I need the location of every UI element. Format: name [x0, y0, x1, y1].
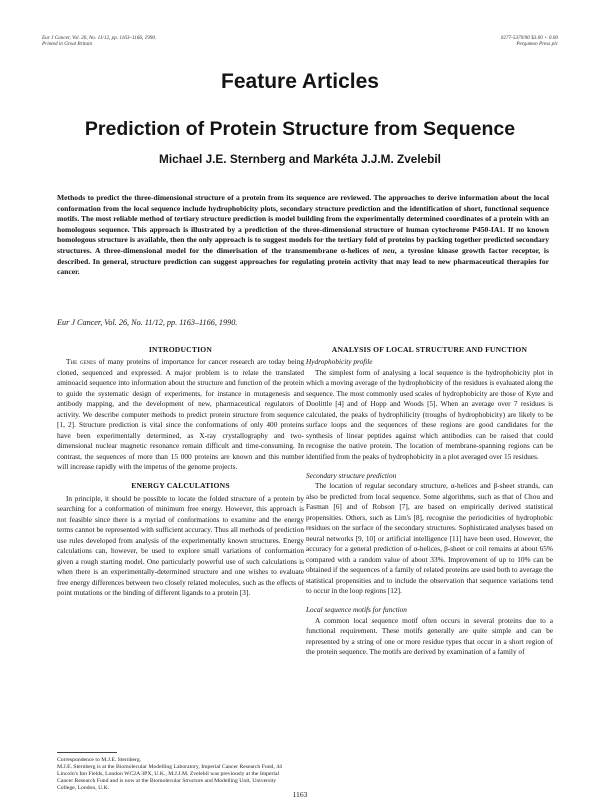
secondary-structure-paragraph: The location of regular secondary structure, α-helices and β-sheet strands, can also be predicted from local sequence. Some algorithms, such as that of Chou and Fasman [6] and of Robson [7], are based on empirically derived statistical propensities. Others, such as Lim's [8], recognise the periodicities of hydrophobic residues on the surface of the secondary structures. Sophisticated analyses based on neural networks [9, 10] or artificial intelligence [11] have been used. However, the accuracy for a general prediction of α-helices, β-sheet or coil remains at about 65% compared with a random value of about 33%. Improvement of up to 10% can be obtained if the sequences of a family of related proteins are used both to average the statistical propensities and to include the observation that sequence variations tend to occur in the loop regions [12]. — [306, 481, 553, 595]
abstract-text: , a tyrosine kinase growth factor receptor, is described. In general, structure prediction can suggest approaches for regulating protein activity that may lead to new pharmaceutical therapies for cancer. — [57, 245, 549, 277]
journal-header-left-line: Printed in Great Britain — [42, 41, 93, 48]
section-heading: Feature Articles — [221, 70, 379, 93]
hydrophobicity-subheading: Hydrophobicity profile — [306, 357, 373, 367]
energy-paragraph: In principle, it should be possible to locate the folded structure of a protein by searching for a conformation of minimum free energy. However, this approach is not feasible since there is a myriad of conformations to examine and the energy terms cannot be represented with sufficient accuracy. Thus all methods of prediction use rules developed from analysis of the experimentally known structures. Energy calculations can, however, be used to explore small variations of conformation given a rough starting model. One particularly powerful use of such calculations is when there is an experimentally-determined structure and one wishes to evaluate free energy differences between two closely related molecules, such as the effects of point mutations or the binding of different ligands to a protein [3]. — [57, 493, 304, 597]
abstract-text: Methods to predict the three-dimensional structure of a protein from its sequence are reviewed. The approaches to derive information about the local conformation from the local sequence include hydrophobicity plots, secondary structure prediction and the identification of short, functional sequence motifs. The most reliable method of tertiary structure prediction is model building from the experimentally determined coordinates of a protein with an homologous sequence. This approach is illustrated by a prediction of the three-dimensional structure of human cytochrome P450-IA1. If no known homologous structure is available, then the only approach is to suggest models for the tertiary fold of proteins by packing together predicted secondary structures. A three-dimensional model for the dimerisation of the transmembrane α-helices of — [57, 193, 549, 255]
abstract-gene-name: neu — [382, 245, 395, 255]
intro-text: of many proteins of importance for cancer research are today being cloned, sequenced and expressed. A major problem is to relate the translated aminoacid sequence into information about the structure and function of the protein to guide the systematic design of experiments, for instance in mutagenesis and antibody mapping, and the development of new, pharmaceutical regulators of activity. We describe computer methods to predict protein structure from sequence [1, 2]. Structure prediction is vital since the conformations of only 400 proteins have been experimentally determined, as X-ray crystallography and two-dimensional nuclear magnetic resonance remain difficult and time-consuming. In contrast, the sequences of more than 15 000 proteins are known and this number will increase rapidly with the impetus of the genome projects. — [57, 357, 304, 471]
local-structure-heading: ANALYSIS OF LOCAL STRUCTURE AND FUNCTION — [331, 345, 528, 354]
citation: Eur J Cancer, Vol. 26, No. 11/12, pp. 1163–1166, 1990. — [57, 318, 238, 327]
abstract — [57, 193, 549, 278]
footnote-correspondence: Correspondence to M.J.E. Sternberg. — [57, 757, 142, 763]
journal-header-left — [42, 35, 156, 48]
journal-header-right-line: Pergamon Press plc — [516, 41, 558, 48]
introduction-heading: INTRODUCTION — [148, 345, 213, 354]
journal-header-left-line: Eur J Cancer, Vol. 26, No. 11/12, pp. 1163–1166, 1990. — [42, 35, 157, 41]
journal-header-right-line: 0277-5379/90 $3.00 + 0.00 — [500, 35, 558, 41]
footnote — [57, 752, 293, 792]
journal-header-right — [501, 35, 558, 48]
energy-heading: ENERGY CALCULATIONS — [131, 481, 230, 491]
sequence-motifs-subheading: Local sequence motifs for function — [306, 605, 407, 615]
page-number: 1163 — [292, 790, 308, 799]
footnote-rule — [57, 752, 117, 753]
article-title: Prediction of Protein Structure from Sequence — [84, 118, 516, 140]
footnote-affiliation: M.J.E. Sternberg is at the Biomolecular Modelling Laboratory, Imperial Cancer Research Fund, 44 Lincoln's Inn Fields, London WC2A 3PX, U.K., M.J.J.M. Zvelebil was previously at the Imperial Cancer Research Fund and is now at the Biomolecular Structure and Modelling Unit, University College, London, U.K. — [57, 764, 282, 791]
hydrophobicity-paragraph: The simplest form of analysing a local sequence is the hydrophobicity plot in which a moving average of the hydrophobicity of the residues is evaluated along the sequence. The most commonly used scales of hydrophobicity are those of Kyte and Doolittle [4] and of Hopp and Woods [5]. When an average over 7 residues is calculated, the peaks of hydrophilicity (troughs of hydrophobicity) are likely to be surface loops and the sequences of these regions are good candidates for the synthesis of linear peptides against which antibodies can be raised that could recognise the native protein. The location of membrane-spanning regions can be identified from the peaks of hydrophobicity in a plot averaged over 15 residues. — [306, 367, 553, 461]
introduction-paragraph — [57, 357, 304, 472]
article-authors: Michael J.E. Sternberg and Markéta J.J.M. Zvelebil — [159, 152, 441, 166]
left-column — [57, 345, 304, 598]
secondary-structure-subheading: Secondary structure prediction — [306, 470, 397, 480]
sequence-motifs-paragraph: A common local sequence motif often occurs in several proteins due to a functional requirement. These motifs generally are quite simple and can be represented by a string of one or more residue types that occur in a short region of the protein sequence. The motifs are derived by examination of a family of — [306, 615, 553, 657]
intro-lead: The genes — [66, 357, 96, 367]
right-column — [306, 345, 553, 658]
